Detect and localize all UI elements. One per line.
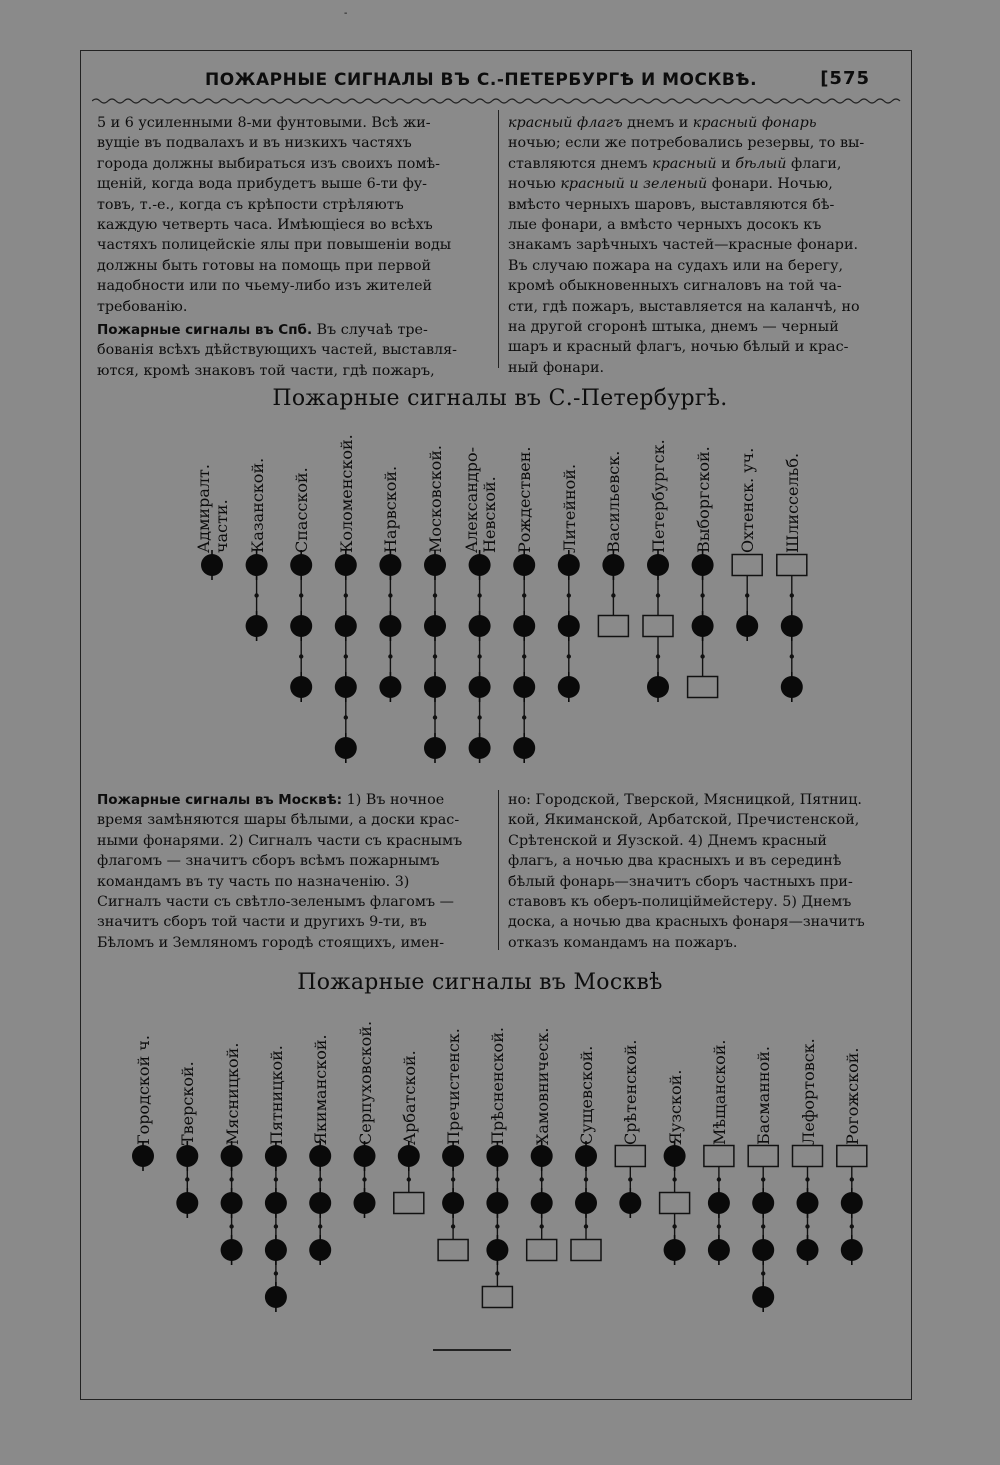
text-line: ночью; если же потребовались резервы, то вы- [508,135,865,152]
italic-text: красный и зеленый [560,176,708,193]
text-line: 5 и 6 усиленными 8-ми фунтовыми. Всѣ жи- [97,115,431,131]
column-label: Рождествен. [515,446,535,553]
spb-paragraph [97,320,490,381]
header-wavy-rule [92,96,902,106]
text-line: частяхъ полицейскіе ялы при повышеніи воды [97,237,452,254]
italic-text: красный [652,155,717,172]
end-rule [433,1349,511,1351]
column-label: Прѣсненской. [488,1027,508,1145]
text-line: вущіе въ подвалахъ и въ низкихъ частяхъ [97,135,412,152]
moscow-right-column [508,790,905,953]
column-divider-top [498,110,499,368]
text-line: бованія всѣхъ дѣйствующихъ частей, выставля- [97,342,457,359]
text-line: значитъ сборъ той части и другихъ 9-ти, въ [97,914,427,931]
spb-heading: Пожарные сигналы въ Спб. [97,322,313,339]
stray-mark: - [344,8,348,19]
column-label: Невской. [479,476,499,553]
text-line: доска, а ночью два красныхъ фонаря—значитъ [508,914,865,931]
text-line: кой, Якиманской, Арбатской, Пречистенской, [508,812,860,829]
column-label: Пятницкой. [266,1045,286,1145]
italic-text: красный флагъ [508,115,623,131]
top-left-column [97,113,490,381]
italic-text: красный фонарь [692,115,817,131]
column-label: Шлиссельб. [782,452,802,553]
text-line: бѣлый фонарь—значитъ сборъ частныхъ при- [508,873,853,890]
text-line: щеній, когда вода прибудетъ выше 6-ти фу- [97,176,428,193]
column-label: Литейной. [559,463,579,553]
text-line: города должны выбираться изъ своихъ помѣ- [97,155,440,172]
column-label: Спасской. [292,467,312,553]
moscow-left-column [97,790,489,953]
running-title: ПОЖАРНЫЕ СИГНАЛЫ ВЪ С.-ПЕТЕРБУРГѢ И МОСКВѢ. [205,70,758,90]
text-line: Въ случаѣ тре- [312,322,428,339]
text-line: сти, гдѣ пожаръ, выставляется на каланчѣ, но [508,298,860,315]
text-line: должны быть готовы на помощь при первой [97,257,432,274]
spb-diagram-title: Пожарные сигналы въ С.-Петербургѣ. [272,386,728,411]
text-line: отказъ командамъ на пожаръ. [508,934,738,951]
column-label: Басманной. [754,1046,774,1145]
column-label: Мѣщанской. [709,1039,729,1145]
column-label: Охтенск. уч. [738,447,758,553]
column-label: Рогожской. [842,1047,862,1145]
text-line: лые фонари, а вмѣсто черныхъ досокъ къ [508,217,822,234]
text-line: кромѣ обыкновенныхъ сигналовъ на той ча- [508,278,842,295]
top-right-column [508,113,905,378]
text-line: ются, кромѣ знаковъ той части, гдѣ пожаръ, [97,362,435,379]
column-label: Московской. [426,445,445,553]
text-line: шаръ и красный флагъ, ночью бѣлый и крас- [508,339,849,356]
text-line: Въ случаю пожара на судахъ или на берегу, [508,257,844,274]
text-line: на другой сгоронѣ штыка, днемъ — черный [508,319,839,336]
column-label: Пречистенск. [444,1028,464,1145]
text-line: ставовъ къ оберъ-полиціймейстеру. 5) Днемъ [508,894,852,911]
text-span: 1) Въ ночное [342,792,445,808]
column-label: Арбатской. [399,1050,419,1145]
italic-text: бѣлый [735,155,787,172]
column-label: Выборгской. [693,446,713,553]
column-label: Тверской. [178,1061,198,1145]
column-label: Яузской. [665,1069,685,1145]
column-label: Хамовническ. [532,1027,552,1145]
column-label: Сущевской. [577,1045,596,1145]
column-label: Мясницкой. [222,1042,242,1145]
text-line: время замѣняются шары бѣлыми, а доски крас- [97,812,460,829]
text-line: но: Городской, Тверской, Мясницкой, Пятниц. [508,792,862,808]
text-line: надобности или по чьему-либо изъ жителей [97,278,433,295]
column-label: Коломенской. [336,434,356,553]
text-line: вмѣсто черныхъ шаровъ, выставляются бѣ- [508,196,835,213]
text-line: командамъ въ ту часть по назначенію. 3) [97,873,410,890]
moscow-heading: Пожарные сигналы въ Москвѣ: [97,792,343,808]
text-line: каждую четверть часа. Имѣющіеся во всѣхъ [97,217,433,234]
text-line: флагъ, а ночью два красныхъ и въ серединѣ [508,853,842,870]
text-line: знакамъ зарѣчныхъ частей—красные фонари. [508,237,859,254]
column-divider-bottom [498,790,499,950]
column-label: Якиманской. [311,1034,331,1145]
text-line: Бѣломъ и Земляномъ городѣ стоящихъ, имен- [97,934,445,951]
column-label: Серпуховской. [355,1020,375,1145]
page-header [80,66,888,96]
text-line: флагомъ — значитъ сборъ всѣмъ пожарнымъ [97,853,440,870]
text-span: фонари. Ночью, [707,176,833,193]
text-line: Сигналъ части съ свѣтло-зеленымъ флагомъ — [97,894,454,911]
text-line: ный фонари. [508,359,605,376]
text-line: требованію. [97,298,188,315]
text-span: и [716,155,736,172]
text-line: товъ, т.-е., когда съ крѣпости стрѣляютъ [97,196,404,213]
column-label: Городской ч. [134,1035,153,1145]
column-label: Нарвской. [381,465,401,553]
text-span: днемъ и [622,115,693,131]
column-label: Александро- [461,446,481,553]
column-label: Срѣтенской. [621,1039,641,1145]
text-span: флаги, [786,155,842,172]
page-number: [575 [820,68,870,89]
column-label: Лефортовск. [798,1038,818,1145]
column-label: Петербургск. [649,439,668,553]
text-span: ставляются днемъ [508,155,653,172]
column-label: Казанской. [247,457,267,553]
text-span: ночью [508,176,561,193]
text-line: Срѣтенской и Яузской. 4) Днемъ красный [508,832,827,849]
moscow-diagram-title: Пожарные сигналы въ Москвѣ [297,970,663,995]
column-label: Васильевск. [604,450,624,553]
column-label: части. [212,499,231,553]
column-label: Адмиралт. [194,464,213,553]
text-line: ными фонарями. 2) Сигналъ части съ краснымъ [97,832,463,849]
